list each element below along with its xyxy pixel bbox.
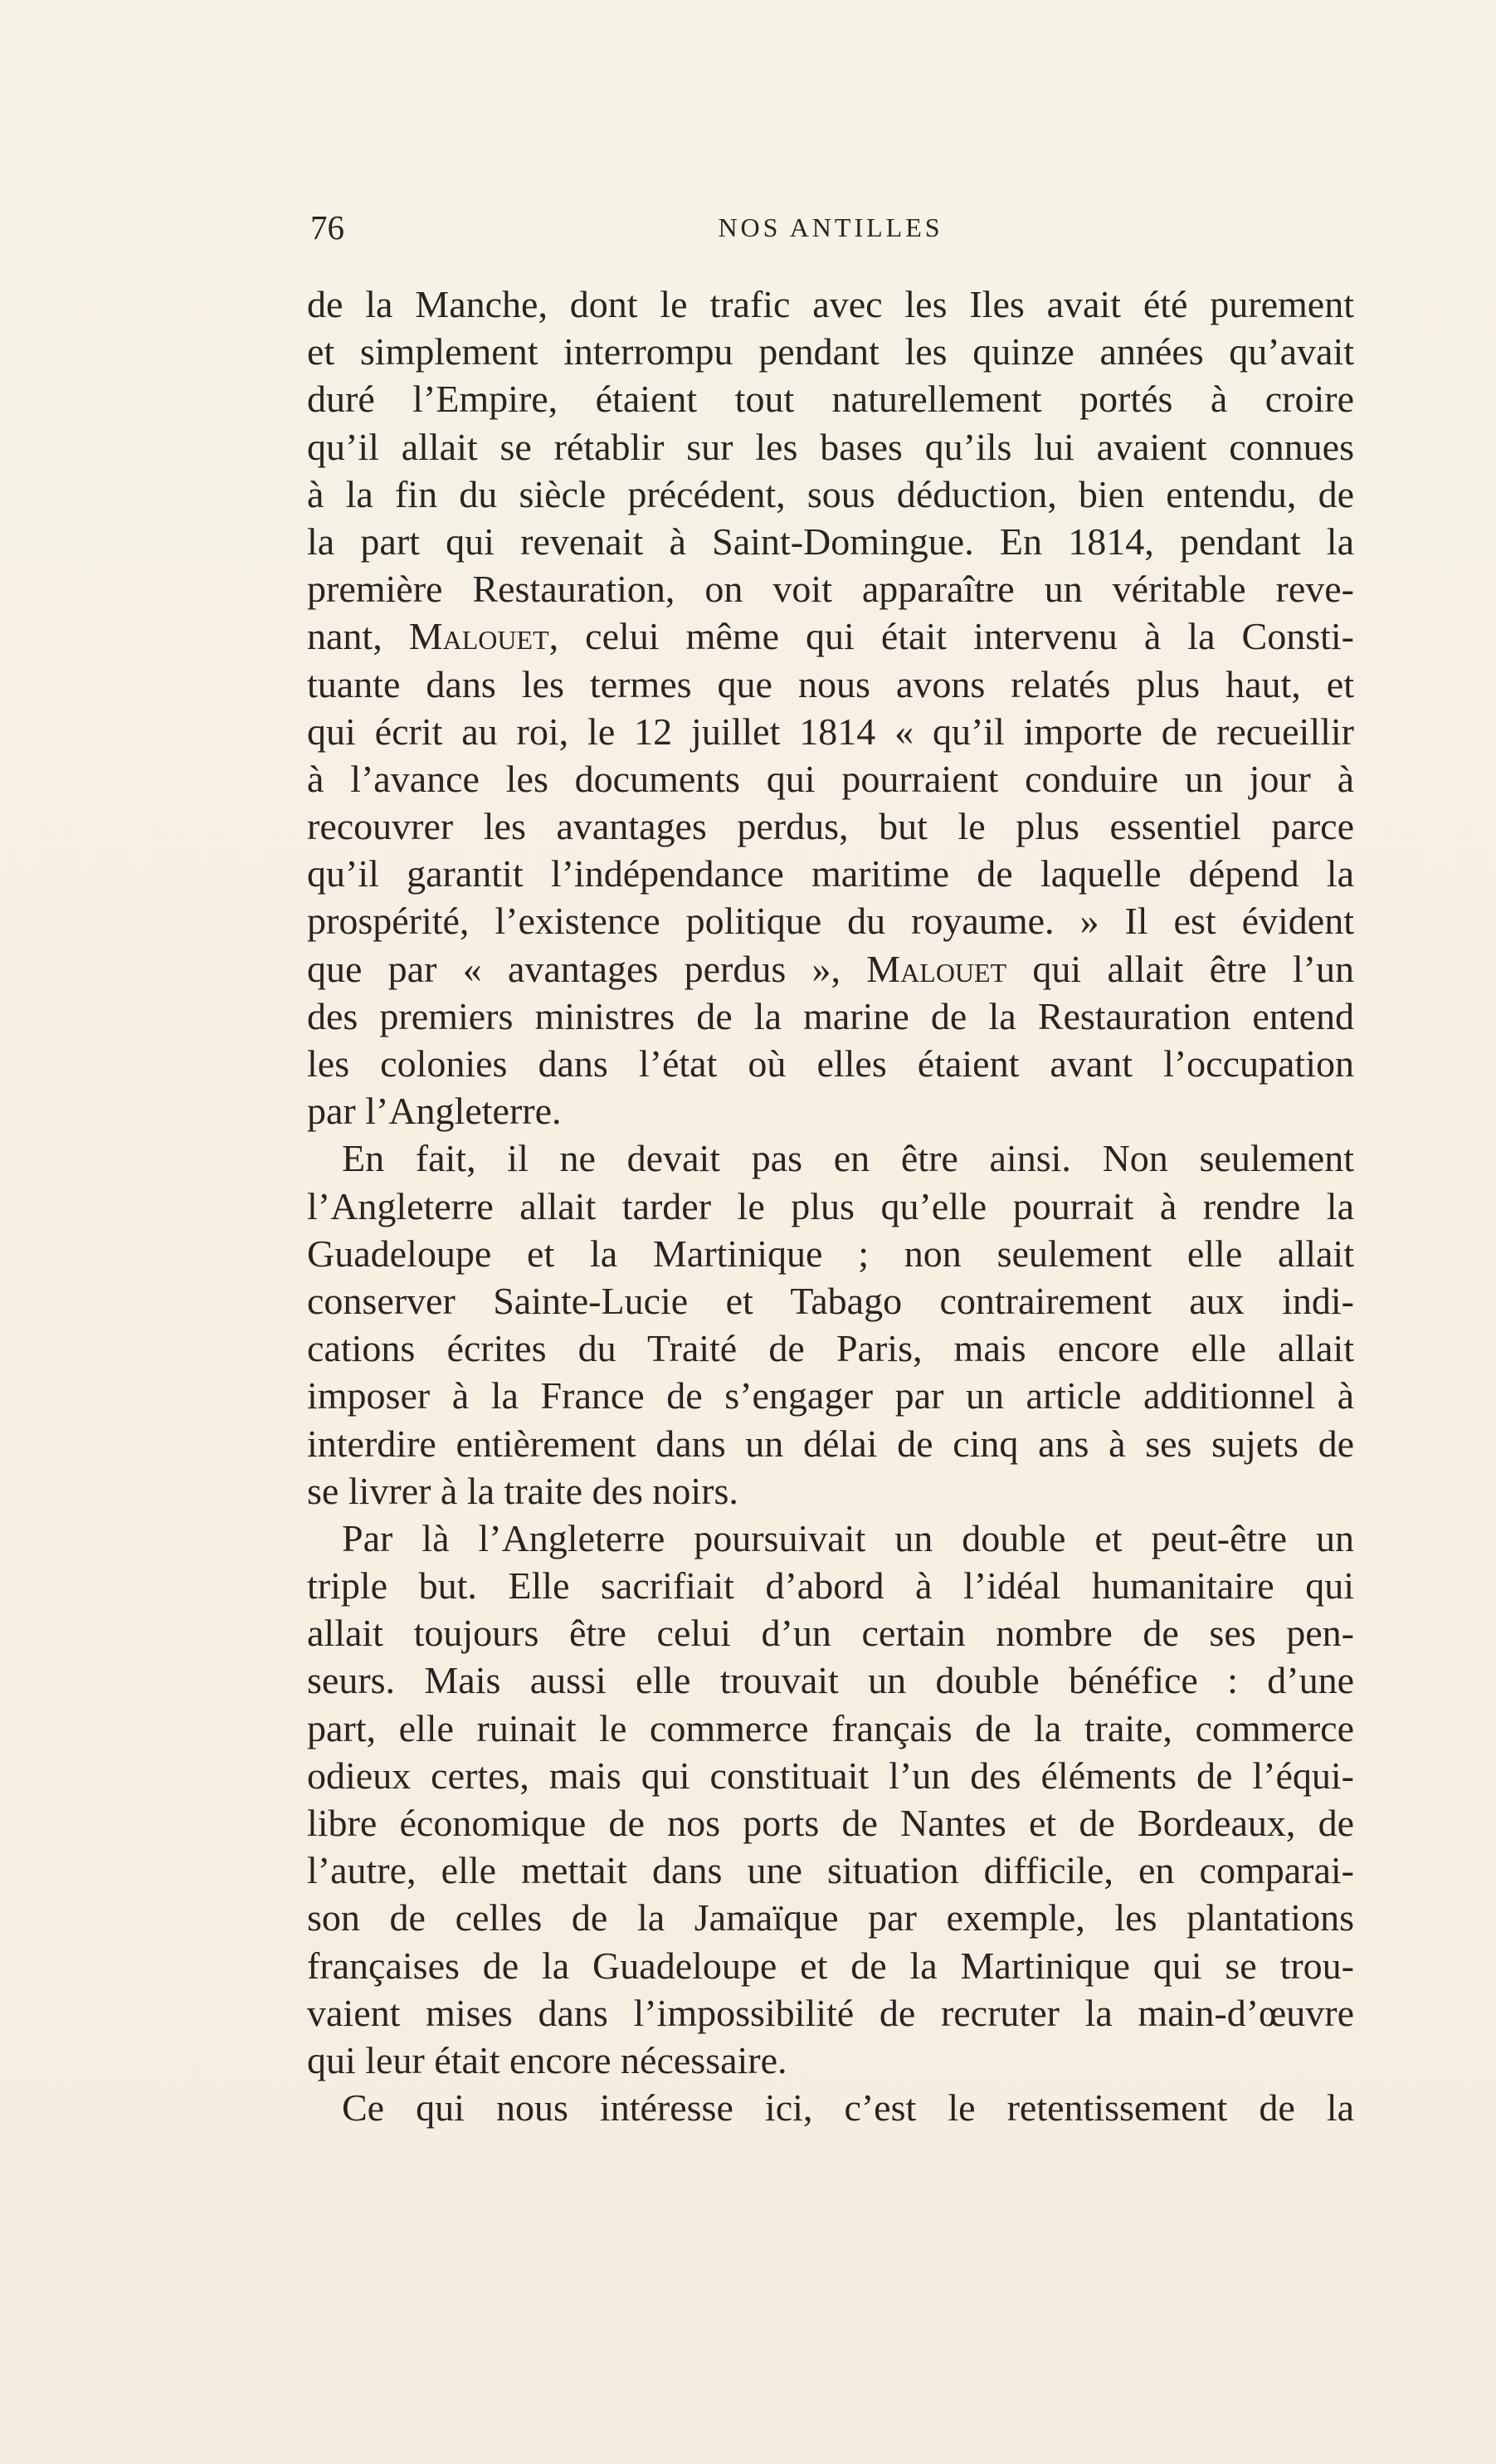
text-segment: , celui même qui était intervenu à la Consti- bbox=[548, 615, 1354, 658]
text-line: des premiers ministres de la marine de la Restauration entend bbox=[307, 994, 1354, 1037]
text-line: les colonies dans l’état où elles étaient avant l’occupation bbox=[307, 1042, 1354, 1085]
text-line: Guadeloupe et la Martinique ; non seulement elle allait bbox=[307, 1232, 1354, 1275]
text-line: En fait, il ne devait pas en être ainsi. Non seulement bbox=[342, 1137, 1354, 1180]
text-line: par l’Angleterre. bbox=[307, 1090, 562, 1133]
text-line: tuante dans les termes que nous avons relatés plus haut, et bbox=[307, 662, 1354, 705]
text-line: Par là l’Angleterre poursuivait un double et peut-être un bbox=[342, 1516, 1354, 1559]
text-line: allait toujours être celui d’un certain nombre de ses pen- bbox=[307, 1612, 1354, 1655]
text-line: à l’avance les documents qui pourraient conduire un jour à bbox=[307, 757, 1354, 800]
text-line: seurs. Mais aussi elle trouvait un double bénéfice : d’une bbox=[307, 1659, 1354, 1702]
text-line: françaises de la Guadeloupe et de la Martinique qui se trou- bbox=[307, 1944, 1354, 1987]
text-line: première Restauration, on voit apparaître un véritable reve- bbox=[307, 568, 1354, 611]
text-line bbox=[307, 945, 1354, 993]
text-line: l’Angleterre allait tarder le plus qu’elle pourrait à rendre la bbox=[307, 1184, 1354, 1227]
running-head bbox=[307, 202, 1354, 252]
text-line: prospérité, l’existence politique du royaume. » Il est évident bbox=[307, 900, 1354, 943]
text-line: libre économique de nos ports de Nantes et de Bordeaux, de bbox=[307, 1802, 1354, 1844]
text-line: cations écrites du Traité de Paris, mais encore elle allait bbox=[307, 1327, 1354, 1370]
text-line: de la Manche, dont le trafic avec les Iles avait été purement bbox=[307, 283, 1354, 325]
page-number: 76 bbox=[310, 208, 344, 246]
text-line: à la fin du siècle précédent, sous déduction, bien entendu, de bbox=[307, 472, 1354, 515]
text-line: conserver Sainte-Lucie et Tabago contrairement aux indi- bbox=[307, 1279, 1354, 1322]
text-line: odieux certes, mais qui constituait l’un des éléments de l’équi- bbox=[307, 1754, 1354, 1797]
text-line: part, elle ruinait le commerce français de la traite, commerce bbox=[307, 1706, 1354, 1749]
text-line: son de celles de la Jamaïque par exemple, les plantations bbox=[307, 1896, 1354, 1939]
text-line: duré l’Empire, étaient tout naturellement portés à croire bbox=[307, 378, 1354, 421]
text-line: qu’il garantit l’indépendance maritime de laquelle dépend la bbox=[307, 852, 1354, 895]
text-segment: qui allait être l’un bbox=[1006, 947, 1354, 990]
author-name-malouet: Malouet bbox=[408, 615, 549, 658]
text-line: se livrer à la traite des noirs. bbox=[307, 1469, 738, 1512]
text-line: imposer à la France de s’engager par un article additionnel à bbox=[307, 1374, 1354, 1417]
text-line: interdire entièrement dans un délai de cinq ans à ses sujets de bbox=[307, 1422, 1354, 1465]
text-line: Ce qui nous intéresse ici, c’est le retentissement de la bbox=[342, 2086, 1354, 2130]
text-line: la part qui revenait à Saint-Domingue. En 1814, pendant la bbox=[307, 520, 1354, 563]
text-line: et simplement interrompu pendant les quinze années qu’avait bbox=[307, 330, 1354, 373]
author-name-malouet: Malouet bbox=[866, 947, 1007, 990]
text-line: l’autre, elle mettait dans une situation difficile, en comparai- bbox=[307, 1849, 1354, 1892]
body-text bbox=[307, 281, 1354, 2131]
text-line bbox=[307, 612, 1354, 660]
text-segment: que par « avantages perdus », bbox=[307, 947, 867, 990]
running-title: NOS ANTILLES bbox=[718, 212, 943, 242]
text-line: triple but. Elle sacrifiait d’abord à l’idéal humanitaire qui bbox=[307, 1564, 1354, 1608]
text-line: qu’il allait se rétablir sur les bases qu’ils lui avaient connues bbox=[307, 425, 1354, 468]
text-segment: nant, bbox=[307, 615, 409, 658]
text-line: recouvrer les avantages perdus, but le plus essentiel parce bbox=[307, 805, 1354, 848]
text-line: vaient mises dans l’impossibilité de recruter la main-d’œuvre bbox=[307, 1991, 1354, 2034]
text-line: qui écrit au roi, le 12 juillet 1814 « qu’il importe de recueillir bbox=[307, 710, 1354, 753]
text-line: qui leur était encore nécessaire. bbox=[307, 2038, 787, 2081]
